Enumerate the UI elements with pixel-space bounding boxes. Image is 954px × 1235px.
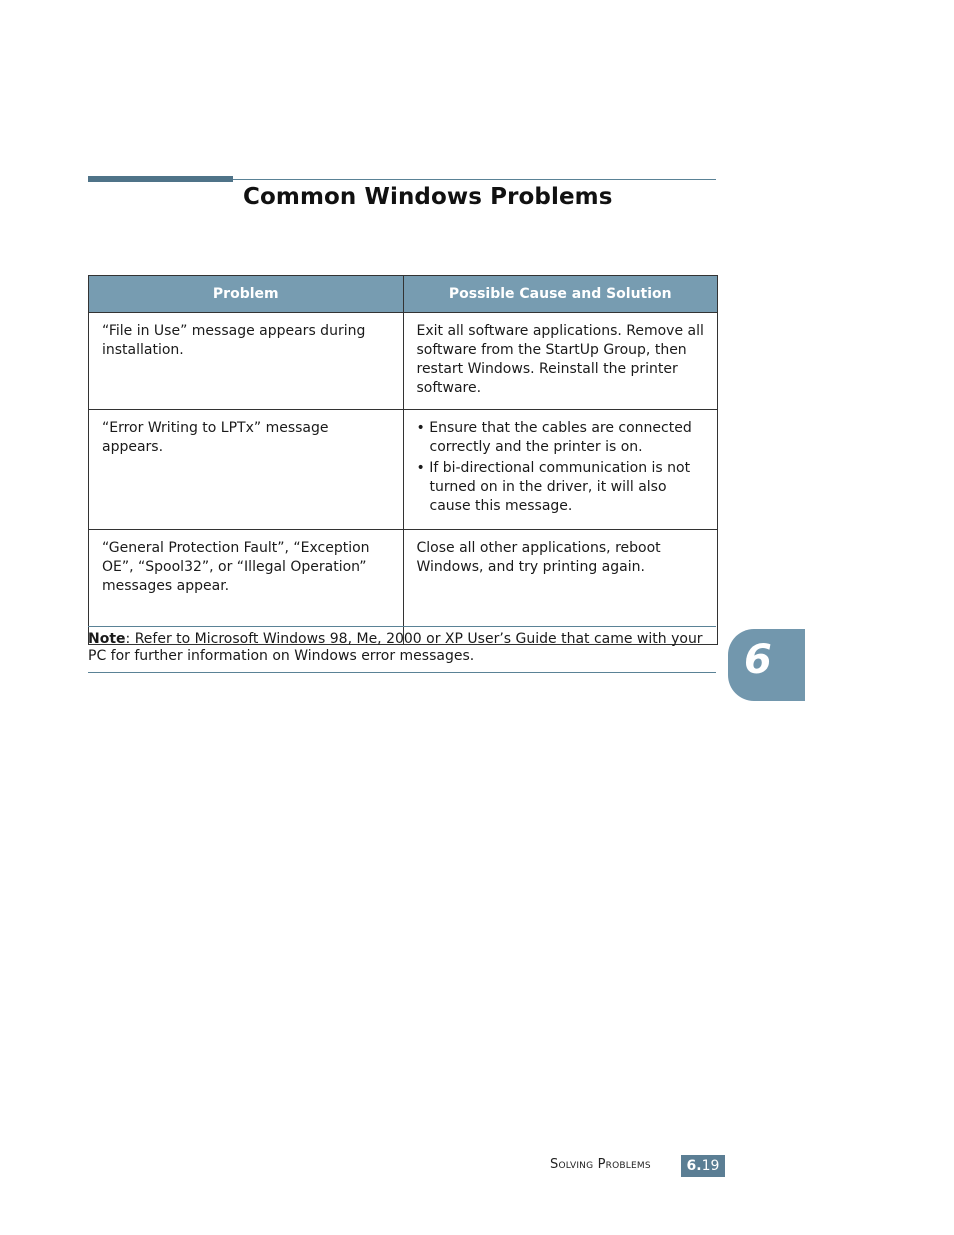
- page-number-badge: [681, 1155, 725, 1177]
- problem-cell: “General Protection Fault”, “Exception OE”, “Spool32”, or “Illegal Operation” messages appear.: [89, 530, 404, 645]
- table-row: [89, 313, 718, 410]
- problems-table: [88, 275, 718, 645]
- solution-cell: Close all other applications, reboot Windows, and try printing again.: [403, 530, 718, 645]
- solution-cell: Exit all software applications. Remove all software from the StartUp Group, then restart Windows. Reinstall the printer software.: [403, 313, 718, 410]
- note-text: : Refer to Microsoft Windows 98, Me, 2000 or XP User’s Guide that came with your PC for further information on Windows error messages.: [88, 631, 703, 664]
- chapter-tab: [728, 629, 805, 701]
- footer-section-name: Solving Problems: [550, 1157, 651, 1172]
- table-row: [89, 410, 718, 530]
- problem-cell: “File in Use” message appears during installation.: [89, 313, 404, 410]
- header-problem: Problem: [89, 276, 404, 313]
- solution-bullet: • Ensure that the cables are connected correctly and the printer is on.: [417, 419, 705, 457]
- page-title: Common Windows Problems: [243, 184, 613, 210]
- solution-cell: [403, 410, 718, 530]
- chapter-number: 6: [744, 637, 772, 683]
- note-box: [88, 626, 716, 673]
- table-header-row: [89, 276, 718, 313]
- solution-bullet-list: [417, 419, 705, 516]
- solution-bullet: • If bi-directional communication is not turned on in the driver, it will also cause this message.: [417, 459, 705, 516]
- page-chapter: 6.: [686, 1158, 702, 1174]
- note-label: Note: [88, 631, 126, 647]
- header-solution: Possible Cause and Solution: [403, 276, 718, 313]
- page-number: 19: [701, 1158, 720, 1174]
- title-accent-bar: [88, 176, 233, 182]
- problem-cell: “Error Writing to LPTx” message appears.: [89, 410, 404, 530]
